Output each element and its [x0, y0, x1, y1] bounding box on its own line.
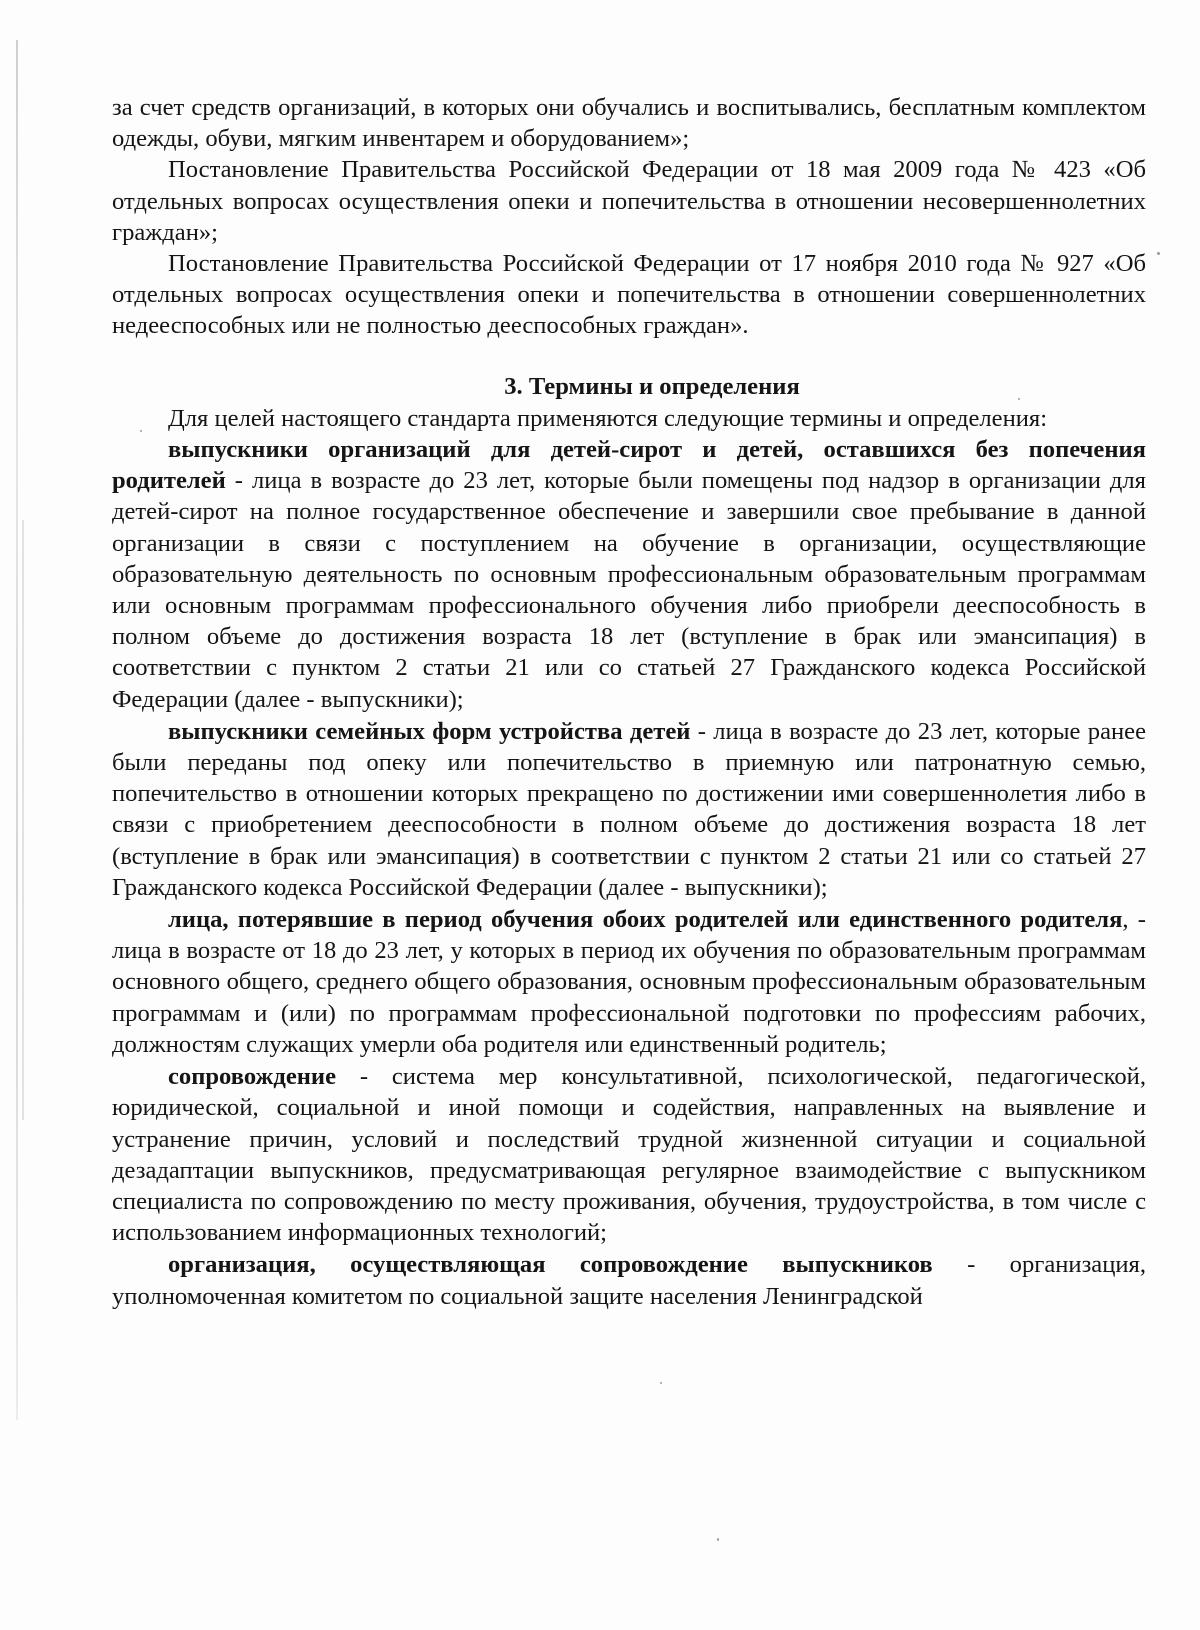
section-heading: 3. Термины и определения [504, 372, 800, 400]
definition-paragraph [112, 1249, 1146, 1311]
scan-speck [1157, 252, 1160, 255]
definition-paragraph [112, 434, 1146, 715]
scan-edge-shadow [16, 40, 18, 1420]
definition-term: выпускники организаций для детей-сирот и детей, оставшихся без попечения родителей [112, 436, 1146, 495]
definition-term: выпускники семейных форм устройства детей [168, 717, 691, 745]
definition-paragraph [112, 904, 1146, 1060]
scan-speck [660, 1382, 662, 1384]
definition-term: лица, потерявшие в период обучения обоих родителей или единственного родителя [168, 906, 1123, 934]
definition-text: - лица в возрасте до 23 лет, которые ранее были переданы под опеку или попечительство в приемную или патронатную семью, попечительство в отношении которых прекращено по достижении ими совершеннолетия либо в связи с приобретением дееспособности в полном объеме до достижения возраста 18 лет (вступление в брак или эмансипация) в соответствии с пунктом 2 статьи 21 или со статьей 27 Гражданского кодекса Российской Федерации (далее - выпускники); [112, 717, 1146, 901]
scan-speck [1018, 398, 1020, 400]
section-intro: Для целей настоящего стандарта применяются следующие термины и определения: [168, 404, 1048, 432]
paragraph-decree-927: Постановление Правительства Российской Федерации от 17 ноября 2010 года № 927 «Об отдельных вопросах осуществления опеки и попечительства в отношении совершеннолетних недееспособных или не полностью дееспособных граждан». [112, 250, 1146, 340]
scan-speck [717, 1538, 719, 1541]
scan-speck [140, 430, 142, 432]
definition-paragraph [112, 1061, 1146, 1248]
document-body [112, 92, 1146, 1313]
paragraph-continuation: за счет средств организаций, в которых они обучались и воспитывались, бесплатным комплектом одежды, обуви, мягким инвентарем и оборудованием»; [112, 94, 1146, 153]
definition-term: организация, осуществляющая сопровождение выпускников [168, 1251, 933, 1279]
definition-text: - организация, уполномоченная комитетом по социальной защите населения Ленинградской [112, 1251, 1146, 1310]
definition-text: - лица в возрасте до 23 лет, которые были помещены под надзор в организации для детей-сирот на полное государственное обеспечение и завершили свое пребывание в данной организации в связи с поступлением на обучение в организации, осуществляющие образовательную деятельность по основным профессиональным образовательным программам или основным программам профессионального обучения либо приобрели дееспособность в полном объеме до достижения возраста 18 лет (вступление в брак или эмансипация) в соответствии с пунктом 2 статьи 21 или со статьей 27 Гражданского кодекса Российской Федерации (далее - выпускники); [112, 467, 1146, 713]
definition-text: , - лица в возрасте от 18 до 23 лет, у которых в период их обучения по образовательным программам основного общего, среднего общего образования, основным профессиональным образовательным программам и (или) по программам профессиональной подготовки по профессиям рабочих, должностям служащих умерли оба родителя или единственный родитель; [112, 906, 1146, 1058]
scan-edge-shadow [22, 520, 24, 1120]
definition-text: - система мер консультативной, психологической, педагогической, юридической, социальной и иной помощи и содействия, направленных на выявление и устранение причин, условий и последствий трудной жизненной ситуации и социальной дезадаптации выпускников, предусматривающая регулярное взаимодействие с выпускником специалиста по сопровождению по месту проживания, обучения, трудоустройства, в том числе с использованием информационных технологий; [112, 1063, 1146, 1247]
definition-paragraph [112, 716, 1146, 903]
paragraph-decree-423: Постановление Правительства Российской Федерации от 18 мая 2009 года № 423 «Об отдельных вопросах осуществления опеки и попечительства в отношении несовершеннолетних граждан»; [112, 156, 1146, 246]
definition-term: сопровождение [168, 1063, 336, 1091]
